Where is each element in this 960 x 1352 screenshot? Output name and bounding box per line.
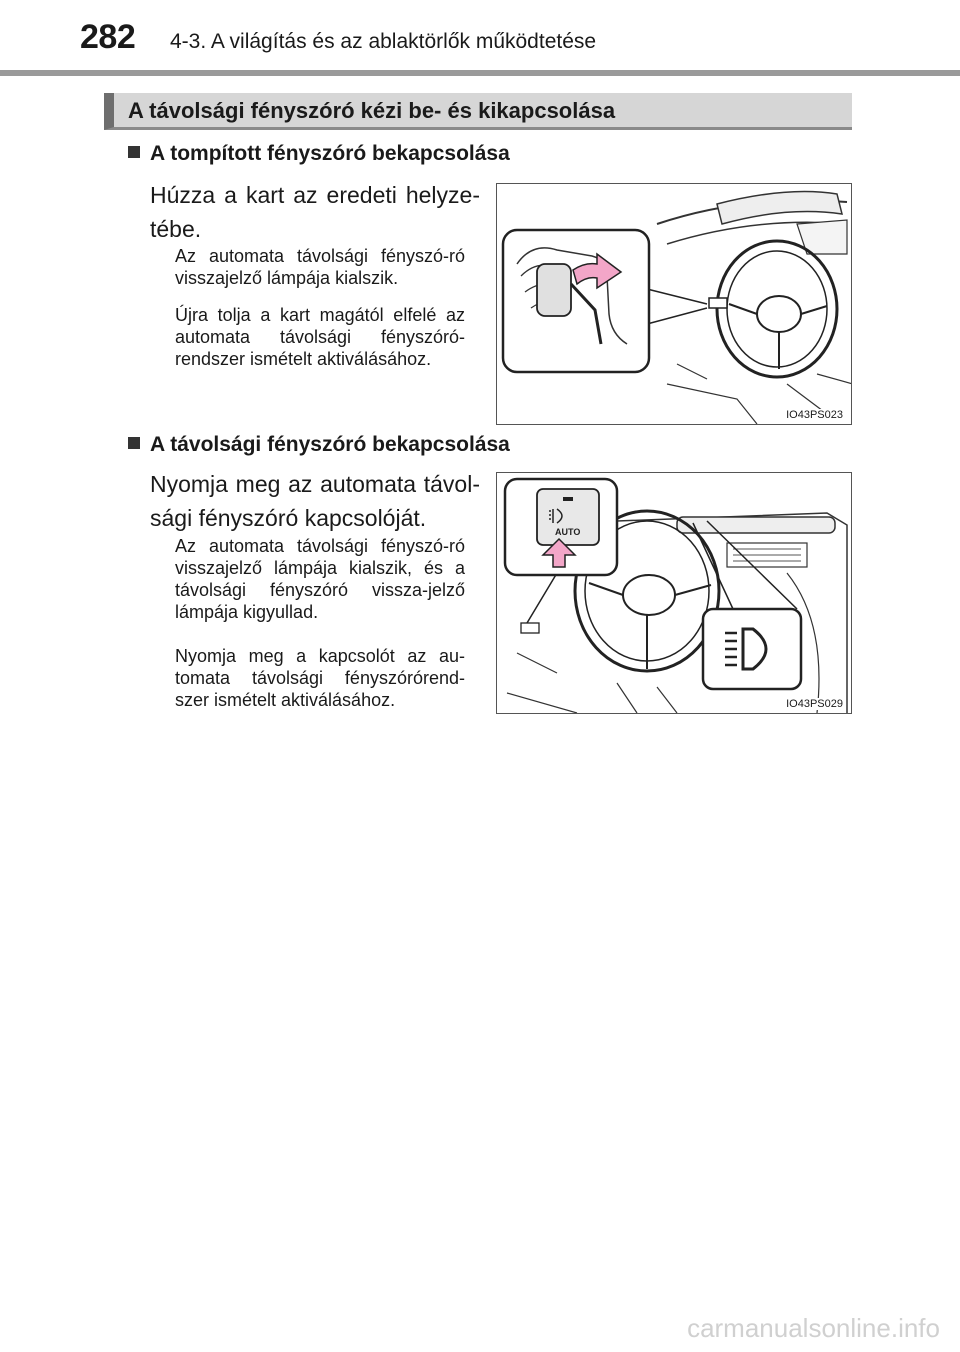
figure-lever-pull — [496, 183, 852, 425]
page-number: 282 — [80, 18, 136, 56]
subheading-text: A tompított fényszóró bekapcsolása — [150, 142, 510, 165]
dashboard-illustration — [497, 473, 852, 714]
bullet-square-icon — [128, 146, 140, 158]
note-text: Az automata távolsági fényszó-ró visszajelző lámpája kialszik, és a távolsági fényszóró vissza-jelző lámpája kigyullad. — [175, 536, 465, 622]
footer-watermark: carmanualsonline.info — [687, 1313, 940, 1343]
section-banner — [104, 93, 852, 130]
note-text: Újra tolja a kart magától elfelé az automata távolsági fényszóró-rendszer ismételt aktiválásához. — [175, 305, 465, 369]
subheading-text: A távolsági fényszóró bekapcsolása — [150, 433, 510, 456]
instruction-text: Húzza a kart az eredeti helyze-tébe. — [150, 182, 480, 242]
figure-auto-switch — [496, 472, 852, 714]
chapter-title: 4-3. A világítás és az ablaktörlők működtetése — [170, 30, 597, 53]
lever-illustration — [497, 184, 852, 425]
note-text: Az automata távolsági fényszó-ró visszajelző lámpája kialszik. — [175, 246, 465, 288]
bullet-square-icon — [128, 437, 140, 449]
section-title: A távolsági fényszóró kézi be- és kikapcsolása — [128, 98, 616, 123]
header-rule — [0, 70, 960, 76]
instruction-text: Nyomja meg az automata távol-sági fényszóró kapcsolóját. — [150, 471, 480, 531]
figure-code: IO43PS023 — [786, 409, 843, 421]
auto-label: AUTO — [555, 527, 581, 537]
note-text: Nyomja meg a kapcsolót az au-tomata távolsági fényszórórend-szer ismételt aktiválásához. — [175, 646, 465, 710]
subheading-high-beam — [128, 433, 510, 457]
figure-code: IO43PS029 — [786, 698, 843, 710]
subheading-low-beam — [128, 142, 510, 166]
